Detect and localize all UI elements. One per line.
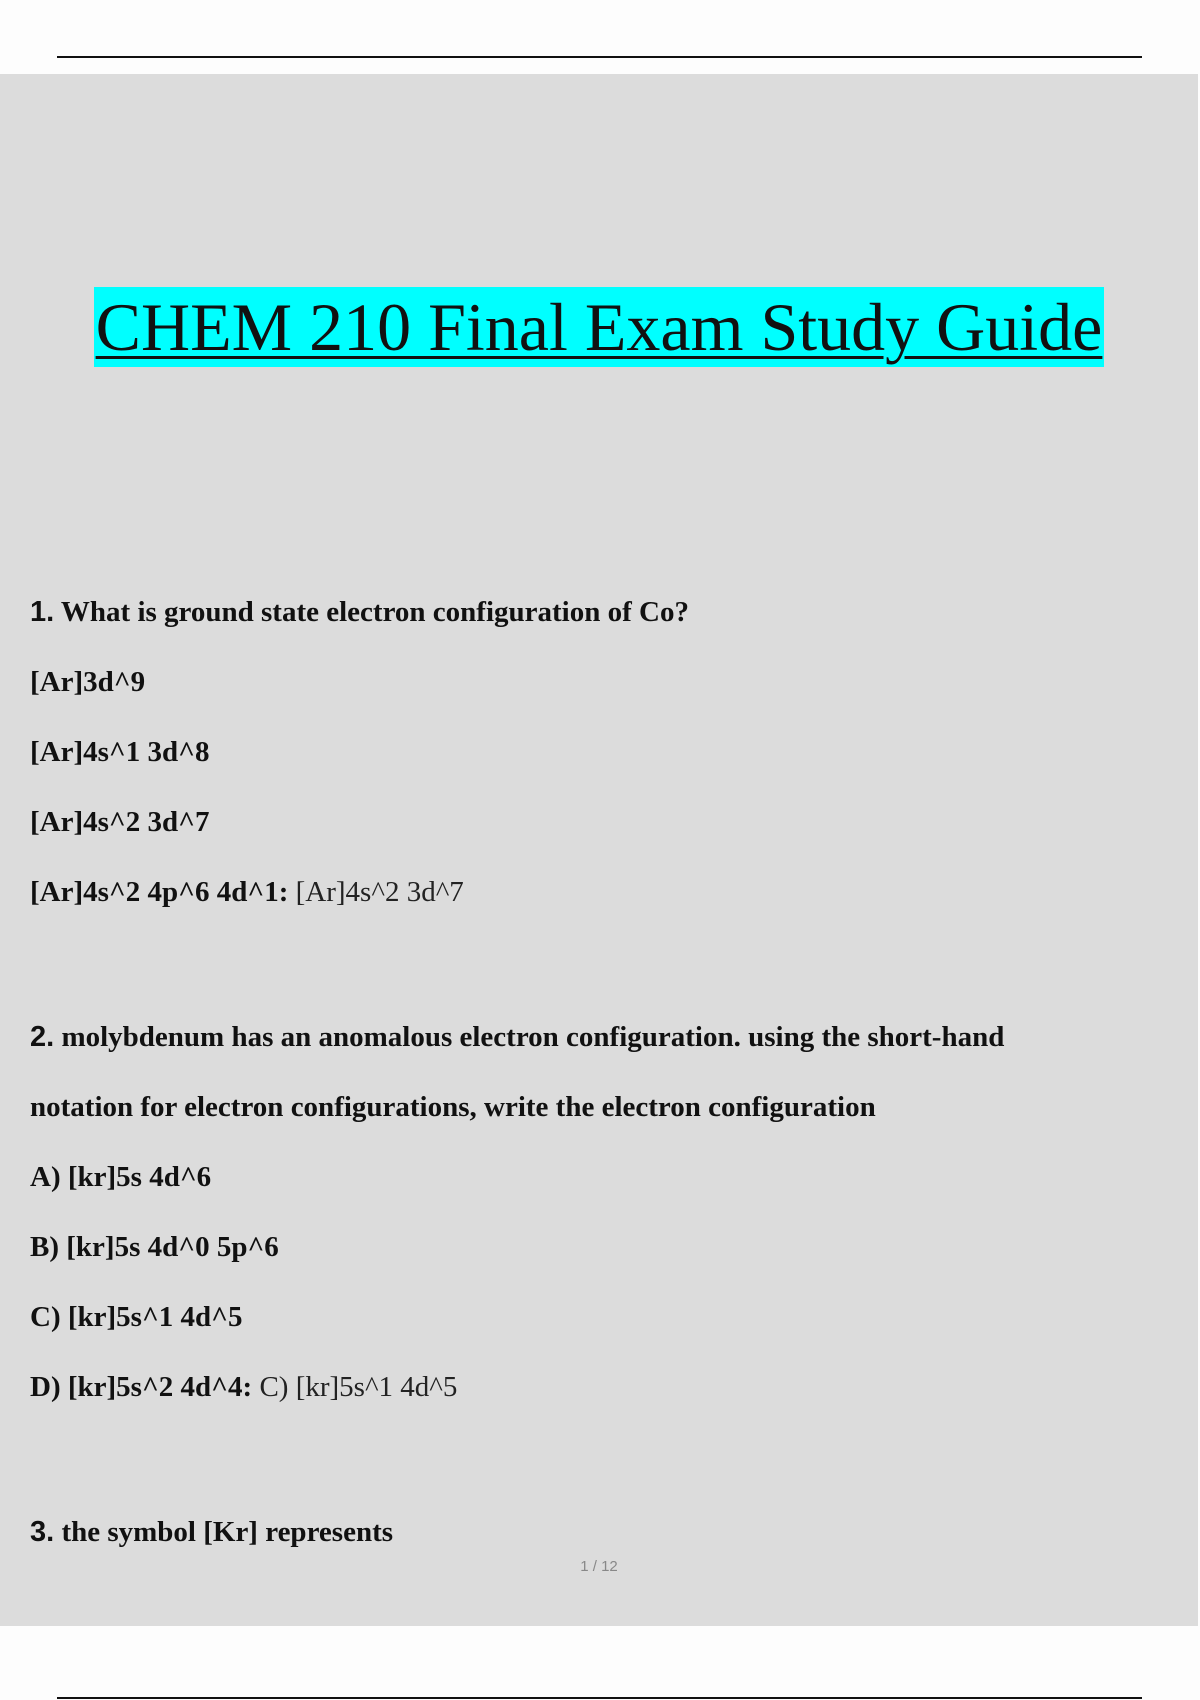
question-1-option-2: [Ar]4s^1 3d^8 [30,736,210,768]
title-wrapper [0,287,1198,367]
question-2-prompt-line-2: notation for electron configurations, write the electron configuration [30,1091,876,1123]
option-text: D) [kr]5s^2 4d^4: [30,1371,253,1403]
answer-text: [Ar]4s^2 3d^7 [288,876,464,908]
question-1-option-4 [30,874,464,910]
question-text: the symbol [Kr] represents [54,1516,394,1548]
top-rule [57,56,1142,58]
question-2-option-d [30,1369,457,1405]
question-2-option-c: C) [kr]5s^1 4d^5 [30,1301,243,1333]
question-3-prompt [30,1514,393,1550]
question-1-option-3: [Ar]4s^2 3d^7 [30,806,210,838]
bottom-rule [57,1697,1142,1699]
document-page [0,74,1198,1626]
question-number: 2. [30,1021,55,1053]
question-number: 3. [30,1516,55,1548]
question-text: molybdenum has an anomalous electron configuration. using the short-hand [54,1021,1005,1053]
question-text: What is ground state electron configuration of Co? [54,596,689,628]
option-text: [Ar]4s^2 4p^6 4d^1: [30,876,289,908]
document-title: CHEM 210 Final Exam Study Guide [95,289,1103,365]
question-number: 1. [30,596,55,628]
page-indicator: 1 / 12 [580,1558,618,1575]
answer-text: C) [kr]5s^1 4d^5 [252,1371,458,1403]
question-2-option-a: A) [kr]5s 4d^6 [30,1161,212,1193]
question-1-prompt [30,594,689,630]
question-2-option-b: B) [kr]5s 4d^0 5p^6 [30,1231,279,1263]
question-1-option-1: [Ar]3d^9 [30,666,146,698]
question-2-prompt-line-1 [30,1019,1004,1055]
